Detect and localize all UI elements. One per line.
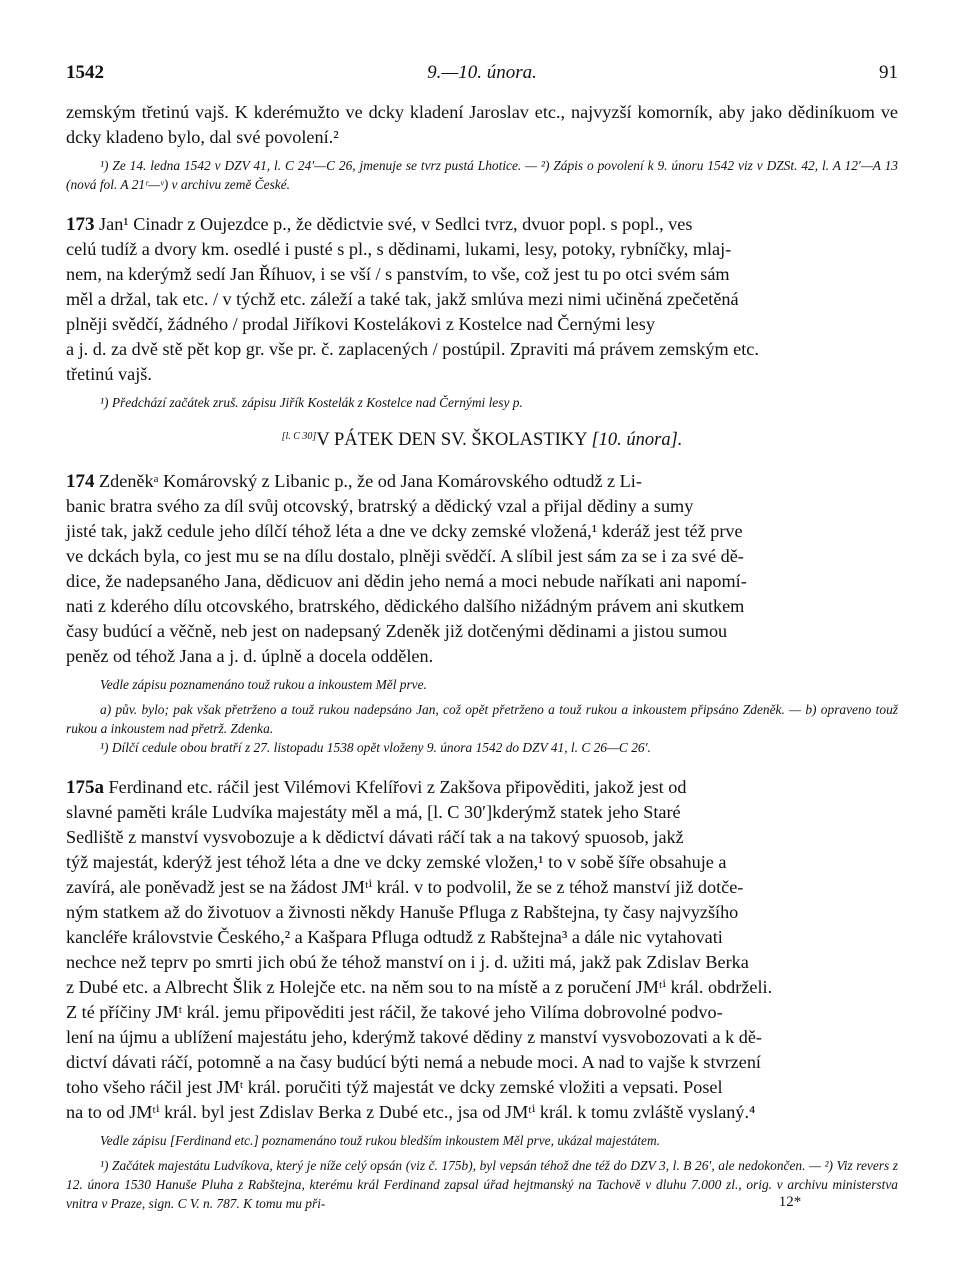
entry-footnote: ¹) Předchází začátek zruš. zápisu Jiřík Kostelák z Kostelce nad Černými lesy p. [100,395,523,410]
entry-line: časy budúcí a věčně, neb jest on nadepsaný Zdeněk již dotčenými dědinami a jistou sumou [66,621,728,641]
entry-footnote: ¹) Začátek majestátu Ludvíkova, který je níže celý opsán (viz č. 175b), byl vepsán téhož dne též do DZV 3, l. B 26′, ale nedokončen. — ²) Viz revers z 12. února 1530 Hanuše Pluha z Rabštejna, kterému král Ferdinand zapsal úřad hejtmanský na Tachově v dluhu 7.000 zl., orig. v archivu ministerstva vnitra v Praze, sign. C V. n. 787. K tomu mu při- [66,1158,898,1211]
day-heading-text: V PÁTEK DEN SV. ŠKOLASTIKY [316,430,587,450]
entry-line: ve dckách byla, co jest mu se na dílu dostalo, plněji svědčí. A slíbil jest sám za se i za své dě- [66,546,744,566]
entry-line: třetinú vajš. [66,364,152,384]
document-page [66,62,898,1213]
entry-line: Sedliště z manství vysvobozuje a k dědictví dávati ráčí tak a na takový spuosob, jakž [66,827,684,847]
entry-line: nati z kderého dílu otcovského, bratrského, dědického dalšího nižádným právem ani skutkem [66,596,745,616]
entry-line: z Dubé etc. a Albrecht Šlik z Holejče etc. na něm sou to na místě a z poručení JMᵗⁱ král. obdrželi. [66,977,773,997]
entry-line: a j. d. za dvě stě pět kop gr. vše pr. č. zaplacených / postúpil. Zpraviti má právem zemským etc. [66,339,759,359]
page-number: 91 [879,62,898,83]
page-header [66,62,898,88]
entry-line: na to od JMᵗⁱ král. byl jest Zdislav Berka z Dubé etc., jsa od JMᵗⁱ král. k tomu zvláště vyslaný.⁴ [66,1102,756,1122]
intro-paragraph: zemským třetinú vajš. K kderémužto ve dcky kladení Jaroslav etc., najvyzší komorník, aby jako dědiníkuom ve dcky kladeno bylo, dal své povolení.² [66,102,898,147]
day-heading [66,430,898,451]
entry-number: 175a [66,777,104,798]
entry-line: týž majestát, kderýž jest téhož léta a dne ve dcky zemské vložen,¹ to v sobě šíře obsahuje a [66,852,727,872]
marginal-note: Vedle zápisu poznamenáno touž rukou a inkoustem Měl prve. [100,677,427,692]
entry-footnote: ¹) Dílčí cedule obou bratří z 27. listopadu 1538 opět vloženy 9. února 1542 do DZV 41, l. C 26—C 26′. [100,740,651,755]
entry-number: 173 [66,214,95,235]
entry-line: toho všeho ráčil jest JMᵗ král. poručiti týž majestát ve dcky zemské vložiti a vepsati. Posel [66,1077,723,1097]
signature-mark: 12* [778,1194,802,1210]
entry-line: Jan¹ Cinadr z Oujezdce p., že dědictvie své, v Sedlci tvrz, dvuor popl. s popl., ves [99,214,693,234]
entry-line: Zdeněkᵃ Komárovský z Libanic p., že od Jana Komárovského odtudž z Li- [99,471,642,491]
entry-line: zavírá, ale poněvadž jest se na žádost JMᵗⁱ král. v to podvolil, že se z téhož manství již dotče- [66,877,744,897]
header-date: 9.—10. února. [427,62,537,83]
entry-line: lení na újmu a ublížení majestátu jeho, kderýmž takové dědiny z manství vysvobozovati a k dě- [66,1027,762,1047]
entry-line: jisté tak, jakž cedule jeho dílčí téhož léta a dne ve dcky zemské vložená,¹ kderáž jest též prve [66,521,743,541]
entry-line: plněji svědčí, žádného / prodal Jiříkovi Kostelákovi z Kostelce nad Černými lesy [66,314,655,334]
entry-number: 174 [66,471,95,492]
marginal-note: Vedle zápisu [Ferdinand etc.] poznamenáno touž rukou bledším inkoustem Měl prve, ukázal majestátem. [100,1133,660,1148]
entry-line: slavné paměti krále Ludvíka majestáty měl a má, [l. C 30′]kderýmž statek jeho Staré [66,802,681,822]
entry-line: nem, na kderýmž sedí Jan Říhuov, i se vší / s panstvím, to vše, což jest tu po otci svém sám [66,264,730,284]
entry-line: nechce než teprv po smrti jich obú že téhož manství on i j. d. užiti má, jakž pak Zdislav Berka [66,952,749,972]
day-heading-date: [10. února]. [591,430,683,450]
entry-line: peněz od téhož Jana a j. d. úplně a docela oddělen. [66,646,434,666]
entry-line: ným statkem až do životuov a živnosti někdy Hanuše Pfluga z Rabštejna, ty časy najvyzšího [66,902,739,922]
header-year: 1542 [66,62,104,83]
entry-line: celú tudíž a dvory km. osedlé i pusté s pl., s dědinami, lukami, lesy, potoky, rybníčky, mlaj- [66,239,732,259]
textual-note: a) pův. bylo; pak však přetrženo a touž rukou nadepsáno Jan, což opět přetrženo a touž rukou a inkoustem připsáno Zdeněk. — b) opraveno touž rukou a inkoustem nad přetrž. Zdenka. [66,702,898,736]
entry-line: dictví dávati ráčí, potomně a na časy budúcí býti nemá a nebude moci. A nad to vajše k stvrzení [66,1052,761,1072]
entry-173 [66,212,898,412]
folio-marker: [l. C 30] [281,431,317,442]
intro-footnotes: ¹) Ze 14. ledna 1542 v DZV 41, l. C 24′—C 26, jmenuje se tvrz pustá Lhotice. — ²) Zápis o povolení k 9. únoru 1542 viz v DZSt. 42, l. A 12′—A 13 (nová fol. A 21ʳ—ᵛ) v archivu země České. [66,158,898,192]
entry-line: měl a držal, tak etc. / v týchž etc. záleží a také tak, jakž smlúva mezi nimi učiněná zpečetěná [66,289,739,309]
entry-line: banic bratra svého za díl svůj otcovský, bratrský a dědický vzal a přijal dědiny a sumy [66,496,694,516]
entry-line: Ferdinand etc. ráčil jest Vilémovi Kfelířovi z Zakšova připověditi, jakož jest od [108,777,687,797]
entry-line: Z té příčiny JMᵗ král. jemu připověditi jest ráčil, že takové jeho Vilíma dobrovolné podvo- [66,1002,723,1022]
entry-174 [66,469,898,757]
entry-line: kancléře královstvie Českého,² a Kašpara Pfluga odtudž z Rabštejna³ a dále nic vytahovati [66,927,723,947]
entry-line: dice, že nadepsaného Jana, dědicuov ani dědin jeho nemá a moci nebude naříkati ani napomí- [66,571,747,591]
entry-175a [66,775,898,1213]
